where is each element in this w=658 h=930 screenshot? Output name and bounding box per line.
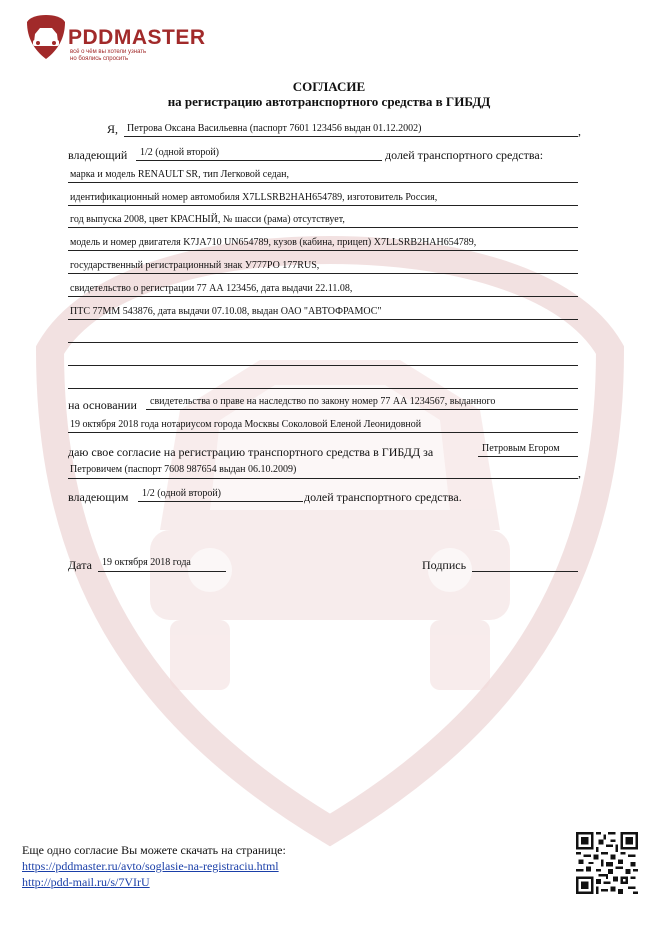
vehicle-line: идентификационный номер автомобиля X7LLSRB2HAH654789, изготовитель Россия, xyxy=(70,192,438,203)
blank-line xyxy=(68,365,578,366)
share-suffix-2: долей транспортного средства. xyxy=(304,490,462,504)
vehicle-underline xyxy=(68,205,578,206)
qr-code-icon[interactable] xyxy=(576,832,638,894)
basis-label: на основании xyxy=(68,398,137,412)
footer-link-2[interactable]: http://pdd-mail.ru/s/7VIrU xyxy=(22,875,150,889)
vehicle-underline xyxy=(68,273,578,274)
full-name-underline xyxy=(124,136,578,137)
date-value: 19 октября 2018 года xyxy=(102,557,191,568)
basis-underline-1 xyxy=(146,409,578,410)
basis-value-1: свидетельства о праве на наследство по закону номер 77 АА 1234567, выданного xyxy=(150,396,496,407)
vehicle-underline xyxy=(68,319,578,320)
date-label: Дата xyxy=(68,558,92,572)
vehicle-line: государственный регистрационный знак У777РО 177RUS, xyxy=(70,260,320,271)
vehicle-line: свидетельство о регистрации 77 АА 123456, дата выдачи 22.11.08, xyxy=(70,283,353,294)
watermark-shield-icon xyxy=(30,230,630,850)
document-title: СОГЛАСИЕ xyxy=(292,79,366,94)
document-subtitle: на регистрацию автотранспортного средства в ГИБДД xyxy=(167,94,491,109)
consent-name-1: Петровым Егором xyxy=(482,443,560,454)
brand-tagline xyxy=(70,49,190,63)
owner-label-2: владеющим xyxy=(68,490,129,504)
i-label: Я, xyxy=(107,122,119,136)
vehicle-line: модель и номер двигателя K7JA710 UN654789, кузов (кабина, прицеп) X7LLSRB2HAH654789, xyxy=(70,237,477,248)
share-underline-1 xyxy=(136,160,382,161)
vehicle-underline xyxy=(68,227,578,228)
blank-line xyxy=(68,342,578,343)
signature-label: Подпись xyxy=(422,558,467,572)
tagline-line-1: всё о чём вы хотели узнать xyxy=(70,49,147,55)
comma: , xyxy=(578,124,581,138)
vehicle-line: год выпуска 2008, цвет КРАСНЫЙ, № шасси (рама) отсутствует, xyxy=(70,214,345,225)
brand-name: PDDMASTER xyxy=(68,26,206,49)
vehicle-underline xyxy=(68,182,578,183)
comma: , xyxy=(578,466,581,480)
blank-line xyxy=(68,388,578,389)
tagline-line-2: но боялись спросить xyxy=(70,56,129,62)
consent-name-2: Петровичем (паспорт 7608 987654 выдан 06.10.2009) xyxy=(70,464,297,475)
shield-car-icon xyxy=(26,14,66,60)
full-name-value: Петрова Оксана Васильевна (паспорт 7601 123456 выдан 01.12.2002) xyxy=(127,123,422,134)
vehicle-line: марка и модель RENAULT SR, тип Легковой седан, xyxy=(70,169,290,180)
share-value-1: 1/2 (одной второй) xyxy=(140,147,220,158)
date-underline xyxy=(98,571,226,572)
consent-name-underline-1 xyxy=(478,456,578,457)
basis-value-2: 19 октября 2018 года нотариусом города Москвы Соколовой Еленой Леонидовной xyxy=(70,419,422,430)
vehicle-line: ПТС 77ММ 543876, дата выдачи 07.10.08, выдан ОАО "АВТОФРАМОС" xyxy=(70,306,382,317)
vehicle-underline xyxy=(68,250,578,251)
consent-text: даю свое согласие на регистрацию транспортного средства в ГИБДД за xyxy=(68,445,434,459)
basis-underline-2 xyxy=(68,432,578,433)
consent-name-underline-2 xyxy=(68,478,578,479)
vehicle-underline xyxy=(68,296,578,297)
share-value-2: 1/2 (одной второй) xyxy=(142,488,222,499)
owner-label: владеющий xyxy=(68,148,128,162)
footer-link-1[interactable]: https://pddmaster.ru/avto/soglasie-na-registraciu.html xyxy=(22,859,279,873)
footer-note: Еще одно согласие Вы можете скачать на странице: xyxy=(22,843,286,857)
share-underline-2 xyxy=(138,501,303,502)
signature-underline xyxy=(472,571,578,572)
share-suffix-1: долей транспортного средства: xyxy=(385,148,544,162)
